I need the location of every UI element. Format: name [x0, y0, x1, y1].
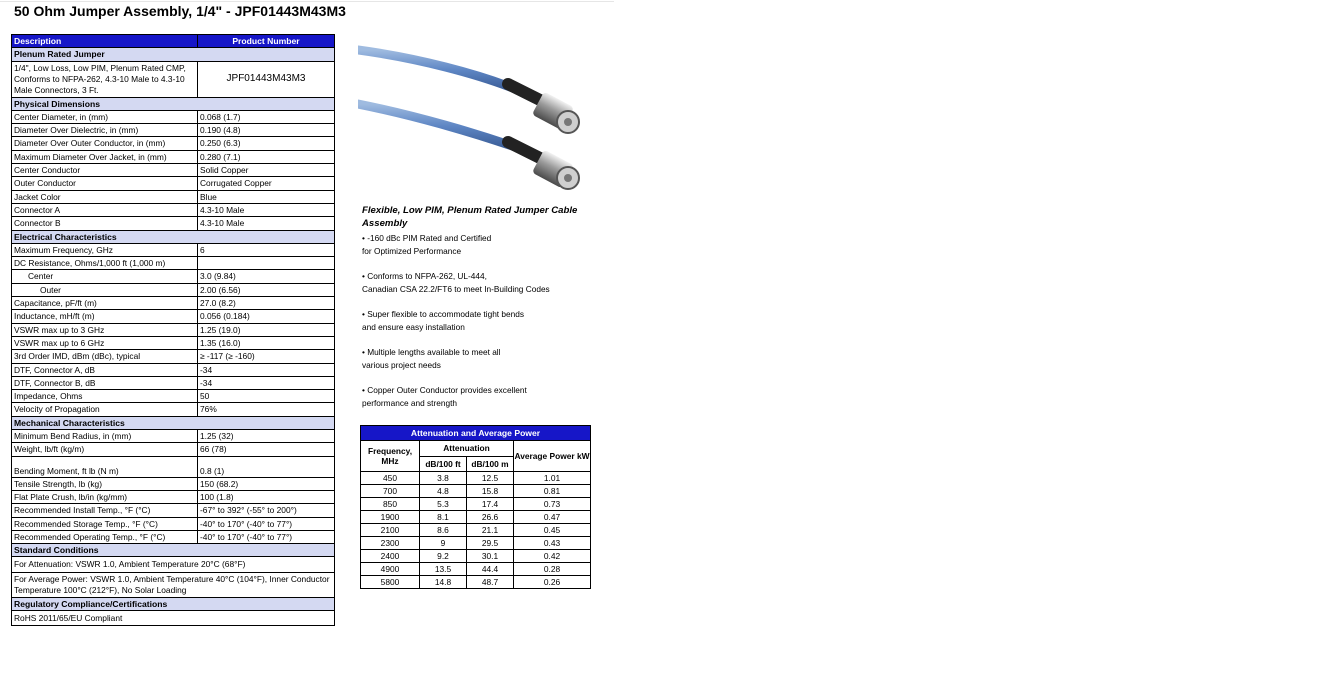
- db100m-cell: 26.6: [467, 511, 514, 524]
- product-number: JPF01443M43M3: [198, 61, 335, 97]
- spec-row: [12, 350, 335, 363]
- spec-row: [12, 270, 335, 283]
- db100m-cell: 48.7: [467, 576, 514, 589]
- spec-value: 76%: [198, 403, 335, 416]
- spec-label: Recommended Storage Temp., °F (°C): [12, 517, 198, 530]
- section-electrical: [12, 230, 335, 243]
- average-power-header: Average Power kW: [514, 441, 591, 472]
- description-header: Description: [12, 35, 198, 48]
- spec-label: Diameter Over Dielectric, in (mm): [12, 124, 198, 137]
- spec-value: 4.3-10 Male: [198, 217, 335, 230]
- spec-value: -40° to 170° (-40° to 77°): [198, 530, 335, 543]
- spec-value: 66 (78): [198, 443, 335, 456]
- frequency-cell: 2400: [361, 550, 420, 563]
- power-cell: 0.42: [514, 550, 591, 563]
- db100ft-cell: 4.8: [420, 485, 467, 498]
- frequency-cell: 850: [361, 498, 420, 511]
- section-plenum: [12, 48, 335, 61]
- spec-value: 1.35 (16.0): [198, 336, 335, 349]
- spec-row: [12, 323, 335, 336]
- spec-value: Blue: [198, 190, 335, 203]
- attenuation-row: [361, 563, 591, 576]
- section-title: Electrical Characteristics: [12, 230, 335, 243]
- spec-label: Bending Moment, ft lb (N m): [12, 456, 198, 477]
- features-panel: [362, 204, 602, 422]
- spec-row: [12, 243, 335, 256]
- note-row: [12, 610, 335, 625]
- spec-value: Solid Copper: [198, 164, 335, 177]
- spec-value: 4.3-10 Male: [198, 203, 335, 216]
- spec-row: [12, 490, 335, 503]
- lower-boot: [508, 142, 544, 160]
- spec-label: Center Conductor: [12, 164, 198, 177]
- spec-value: 6: [198, 243, 335, 256]
- attenuation-header: Attenuation: [420, 441, 514, 457]
- upper-cable: [358, 50, 518, 90]
- spec-label: Flat Plate Crush, lb/in (kg/mm): [12, 490, 198, 503]
- product-number-header: Product Number: [198, 35, 335, 48]
- frequency-cell: 2300: [361, 537, 420, 550]
- power-cell: 0.73: [514, 498, 591, 511]
- db100m-cell: 44.4: [467, 563, 514, 576]
- note-text: For Average Power: VSWR 1.0, Ambient Temperature 40°C (104°F), Inner Conductor Temperature 100°C (212°F), No Solar Loading: [12, 572, 335, 597]
- db100ft-cell: 9: [420, 537, 467, 550]
- attenuation-row: [361, 485, 591, 498]
- power-cell: 0.43: [514, 537, 591, 550]
- attenuation-table: [360, 425, 591, 589]
- attenuation-row: [361, 498, 591, 511]
- section-title: Plenum Rated Jumper: [12, 48, 335, 61]
- spec-value: [198, 257, 335, 270]
- db100ft-header: dB/100 ft: [420, 456, 467, 472]
- power-cell: 0.26: [514, 576, 591, 589]
- spec-row: [12, 190, 335, 203]
- db100ft-cell: 3.8: [420, 472, 467, 485]
- attenuation-row: [361, 472, 591, 485]
- spec-value: 0.280 (7.1): [198, 150, 335, 163]
- frequency-cell: 450: [361, 472, 420, 485]
- spec-row: [12, 517, 335, 530]
- spec-label: VSWR max up to 3 GHz: [12, 323, 198, 336]
- spec-value: 1.25 (19.0): [198, 323, 335, 336]
- product-row: [12, 61, 335, 97]
- power-cell: 0.47: [514, 511, 591, 524]
- frequency-cell: 2100: [361, 524, 420, 537]
- spec-label: Maximum Frequency, GHz: [12, 243, 198, 256]
- spec-value: -34: [198, 376, 335, 389]
- features-heading: Flexible, Low PIM, Plenum Rated Jumper Cable Assembly: [362, 205, 578, 229]
- spec-value: 27.0 (8.2): [198, 297, 335, 310]
- product-description: 1/4", Low Loss, Low PIM, Plenum Rated CMP, Conforms to NFPA-262, 4.3-10 Male to 4.3-10 Male Connectors, 3 Ft.: [12, 61, 198, 97]
- spec-value: 0.056 (0.184): [198, 310, 335, 323]
- note-row: [12, 557, 335, 572]
- db100m-header: dB/100 m: [467, 456, 514, 472]
- spec-label: Jacket Color: [12, 190, 198, 203]
- note-row: [12, 572, 335, 597]
- section-title: Regulatory Compliance/Certifications: [12, 597, 335, 610]
- spec-value: 0.068 (1.7): [198, 110, 335, 123]
- feature-list: [362, 232, 602, 410]
- frequency-cell: 1900: [361, 511, 420, 524]
- frequency-cell: 4900: [361, 563, 420, 576]
- attenuation-row: [361, 524, 591, 537]
- db100ft-cell: 5.3: [420, 498, 467, 511]
- spec-label: Connector B: [12, 217, 198, 230]
- cable-assembly-photo: [358, 44, 592, 200]
- db100ft-cell: 13.5: [420, 563, 467, 576]
- attenuation-row: [361, 537, 591, 550]
- spec-label: Center Diameter, in (mm): [12, 110, 198, 123]
- db100m-cell: 21.1: [467, 524, 514, 537]
- attenuation-title: Attenuation and Average Power: [361, 426, 591, 441]
- section-title: Physical Dimensions: [12, 97, 335, 110]
- section-standard: [12, 544, 335, 557]
- feature-item: • Super flexible to accommodate tight bends and ensure easy installation: [362, 309, 525, 332]
- spec-label: DTF, Connector A, dB: [12, 363, 198, 376]
- spec-label: VSWR max up to 6 GHz: [12, 336, 198, 349]
- frequency-cell: 700: [361, 485, 420, 498]
- spec-row: [12, 504, 335, 517]
- db100m-cell: 12.5: [467, 472, 514, 485]
- feature-item: • Multiple lengths available to meet all various project needs: [362, 347, 501, 370]
- feature-item: • -160 dBc PIM Rated and Certified for Optimized Performance: [362, 233, 492, 256]
- power-cell: 1.01: [514, 472, 591, 485]
- spec-label: Impedance, Ohms: [12, 390, 198, 403]
- spec-row: [12, 164, 335, 177]
- spec-row: [12, 403, 335, 416]
- spec-label: Center: [12, 270, 198, 283]
- spec-label: Outer Conductor: [12, 177, 198, 190]
- spec-value: 100 (1.8): [198, 490, 335, 503]
- power-cell: 0.28: [514, 563, 591, 576]
- spec-row: [12, 430, 335, 443]
- db100m-cell: 29.5: [467, 537, 514, 550]
- attenuation-row: [361, 550, 591, 563]
- spec-row: [12, 110, 335, 123]
- spec-row: [12, 530, 335, 543]
- db100m-cell: 15.8: [467, 485, 514, 498]
- spec-row: [12, 477, 335, 490]
- db100ft-cell: 8.1: [420, 511, 467, 524]
- spec-label: Maximum Diameter Over Jacket, in (mm): [12, 150, 198, 163]
- spec-value: 0.8 (1): [198, 456, 335, 477]
- db100ft-cell: 9.2: [420, 550, 467, 563]
- spec-value: 50: [198, 390, 335, 403]
- lower-cable: [358, 104, 518, 148]
- spec-row: [12, 137, 335, 150]
- spec-value: 2.00 (6.56): [198, 283, 335, 296]
- spec-value: 1.25 (32): [198, 430, 335, 443]
- db100m-cell: 30.1: [467, 550, 514, 563]
- spec-table: [11, 34, 335, 626]
- note-text: RoHS 2011/65/EU Compliant: [12, 610, 335, 625]
- spec-label: 3rd Order IMD, dBm (dBc), typical: [12, 350, 198, 363]
- spec-row: [12, 203, 335, 216]
- spec-label: Recommended Install Temp., °F (°C): [12, 504, 198, 517]
- section-mechanical: [12, 416, 335, 429]
- spec-row: [12, 283, 335, 296]
- note-text: For Attenuation: VSWR 1.0, Ambient Temperature 20°C (68°F): [12, 557, 335, 572]
- frequency-cell: 5800: [361, 576, 420, 589]
- spec-row: [12, 124, 335, 137]
- spec-label: Weight, lb/ft (kg/m): [12, 443, 198, 456]
- section-physical: [12, 97, 335, 110]
- spec-row: [12, 363, 335, 376]
- spec-value: 0.190 (4.8): [198, 124, 335, 137]
- spec-value: 0.250 (6.3): [198, 137, 335, 150]
- spec-row: [12, 443, 335, 456]
- spec-value: -67° to 392° (-55° to 200°): [198, 504, 335, 517]
- spec-value: -40° to 170° (-40° to 77°): [198, 517, 335, 530]
- attenuation-row: [361, 511, 591, 524]
- spec-row: [12, 336, 335, 349]
- spec-value: 3.0 (9.84): [198, 270, 335, 283]
- spec-label: Outer: [12, 283, 198, 296]
- spec-label: Capacitance, pF/ft (m): [12, 297, 198, 310]
- spec-value: Corrugated Copper: [198, 177, 335, 190]
- power-cell: 0.45: [514, 524, 591, 537]
- power-cell: 0.81: [514, 485, 591, 498]
- section-title: Standard Conditions: [12, 544, 335, 557]
- spec-row: [12, 310, 335, 323]
- feature-item: • Conforms to NFPA-262, UL-444, Canadian CSA 22.2/FT6 to meet In-Building Codes: [362, 271, 550, 294]
- section-regulatory: [12, 597, 335, 610]
- spec-row: [12, 297, 335, 310]
- feature-item: • Copper Outer Conductor provides excellent performance and strength: [362, 385, 527, 408]
- page-title: 50 Ohm Jumper Assembly, 1/4" - JPF01443M43M3: [14, 3, 346, 19]
- spec-header-row: [12, 35, 335, 48]
- spec-row: [12, 376, 335, 389]
- spec-value: 150 (68.2): [198, 477, 335, 490]
- title-rule: [0, 1, 614, 2]
- frequency-header: Frequency, MHz: [361, 441, 420, 472]
- spec-label: Recommended Operating Temp., °F (°C): [12, 530, 198, 543]
- spec-row: [12, 390, 335, 403]
- attenuation-row: [361, 576, 591, 589]
- db100ft-cell: 8.6: [420, 524, 467, 537]
- spec-value: ≥ -117 (≥ -160): [198, 350, 335, 363]
- spec-label: Velocity of Propagation: [12, 403, 198, 416]
- spec-row: [12, 456, 335, 477]
- spec-label: DC Resistance, Ohms/1,000 ft (1,000 m): [12, 257, 198, 270]
- spec-row: [12, 257, 335, 270]
- spec-label: Connector A: [12, 203, 198, 216]
- spec-row: [12, 150, 335, 163]
- spec-label: Minimum Bend Radius, in (mm): [12, 430, 198, 443]
- spec-row: [12, 177, 335, 190]
- db100ft-cell: 14.8: [420, 576, 467, 589]
- spec-label: Inductance, mH/ft (m): [12, 310, 198, 323]
- spec-row: [12, 217, 335, 230]
- spec-label: Diameter Over Outer Conductor, in (mm): [12, 137, 198, 150]
- upper-boot: [508, 84, 544, 102]
- section-title: Mechanical Characteristics: [12, 416, 335, 429]
- spec-value: -34: [198, 363, 335, 376]
- spec-label: Tensile Strength, lb (kg): [12, 477, 198, 490]
- spec-label: DTF, Connector B, dB: [12, 376, 198, 389]
- db100m-cell: 17.4: [467, 498, 514, 511]
